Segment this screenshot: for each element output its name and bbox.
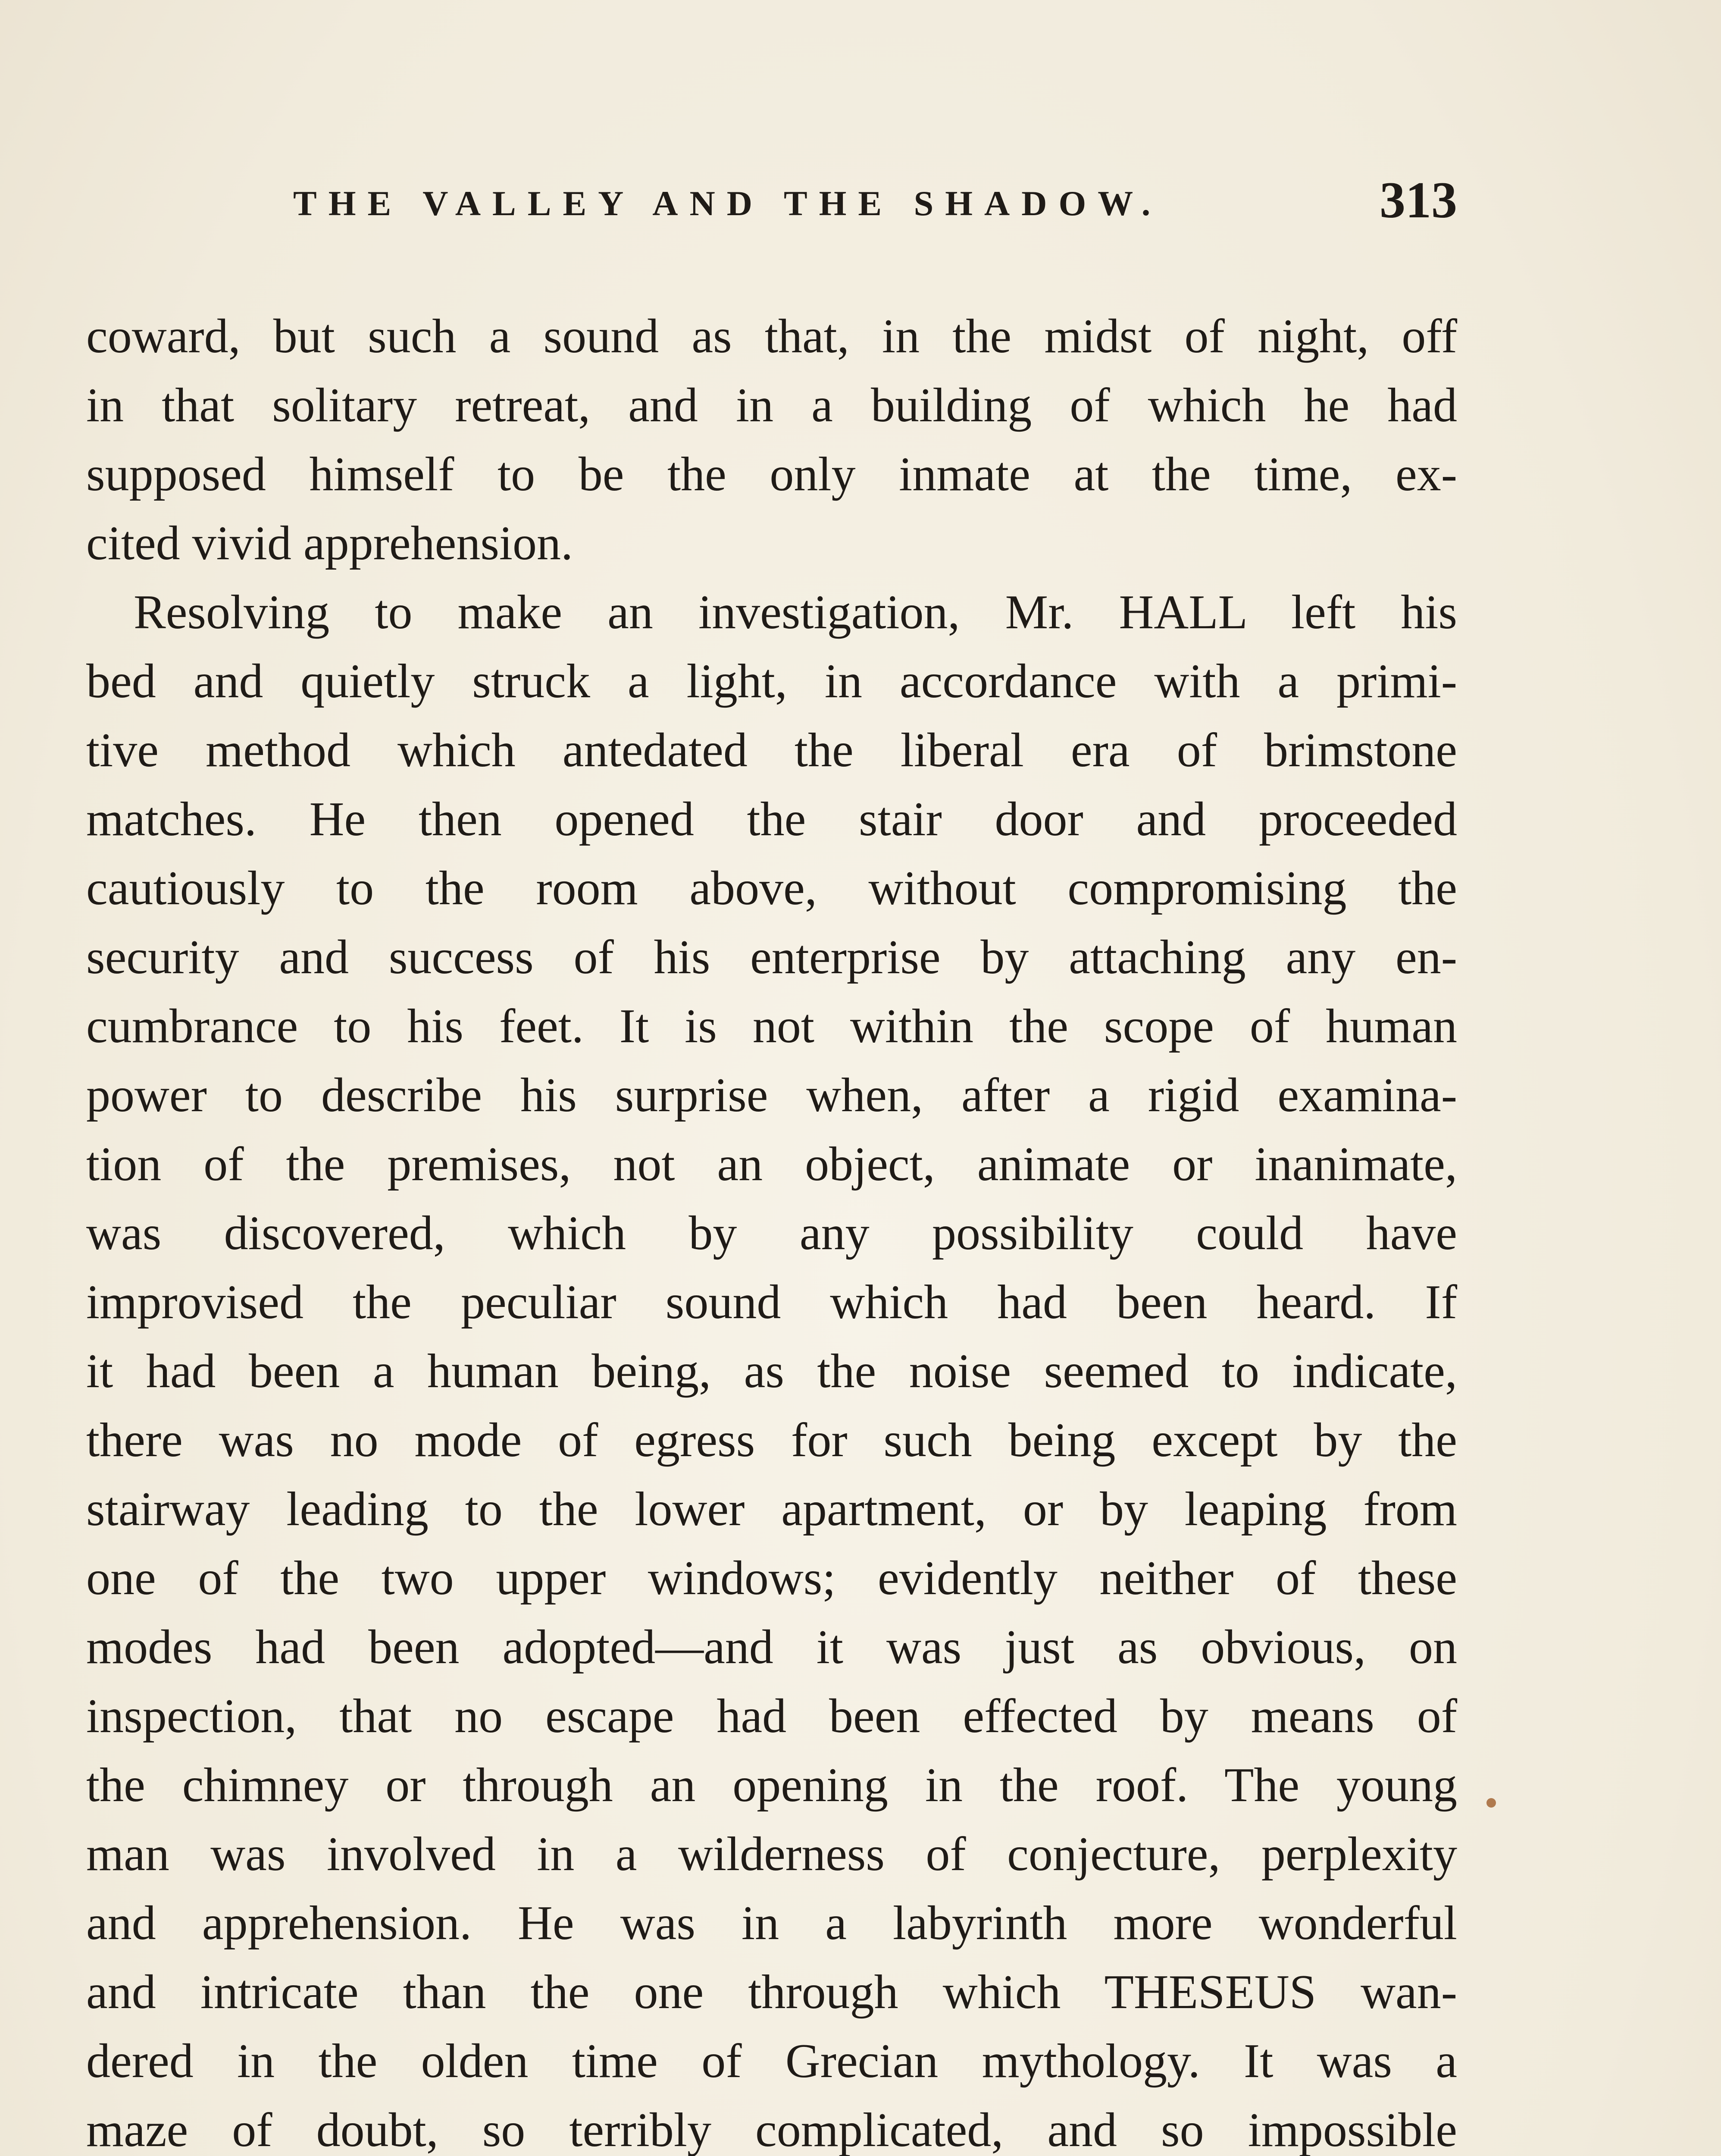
text-line: in that solitary retreat, and in a building of which he had <box>86 379 1457 432</box>
text-line: cumbrance to his feet. It is not within the scope of human <box>86 1000 1457 1053</box>
text-line: power to describe his surprise when, after a rigid examina- <box>86 1069 1457 1122</box>
running-title: THE VALLEY AND THE SHADOW. <box>293 184 1162 223</box>
text-line: man was involved in a wilderness of conjecture, perplexity <box>86 1827 1457 1881</box>
text-line: and apprehension. He was in a labyrinth more wonderful <box>86 1896 1457 1950</box>
text-line: tive method which antedated the liberal era of brimstone <box>86 724 1457 777</box>
text-line: there was no mode of egress for such being except by the <box>86 1413 1457 1467</box>
text-line: Resolving to make an investigation, Mr. HALL left his <box>134 586 1457 639</box>
text-line: modes had been adopted—and it was just as obvious, on <box>86 1620 1457 1674</box>
text-line: the chimney or through an opening in the roof. The young <box>86 1758 1457 1812</box>
text-line: cautiously to the room above, without compromising the <box>86 862 1457 915</box>
text-line: bed and quietly struck a light, in accordance with a primi- <box>86 655 1457 708</box>
text-line: supposed himself to be the only inmate at the time, ex- <box>86 448 1457 501</box>
page-number: 313 <box>1380 171 1457 229</box>
text-line: was discovered, which by any possibility could have <box>86 1206 1457 1260</box>
text-line: inspection, that no escape had been effected by means of <box>86 1689 1457 1743</box>
text-line: coward, but such a sound as that, in the midst of night, off <box>86 310 1457 363</box>
ink-speck <box>1486 1798 1496 1808</box>
text-line: it had been a human being, as the noise seemed to indicate, <box>86 1344 1457 1398</box>
text-line: cited vivid apprehension. <box>86 517 573 570</box>
text-line: matches. He then opened the stair door and proceeded <box>86 793 1457 846</box>
text-line: stairway leading to the lower apartment, or by leaping from <box>86 1482 1457 1536</box>
text-line: tion of the premises, not an object, animate or inanimate, <box>86 1138 1457 1191</box>
body-text <box>86 302 1457 2156</box>
text-line: improvised the peculiar sound which had been heard. If <box>86 1275 1457 1329</box>
text-line: and intricate than the one through which THESEUS wan- <box>86 1965 1457 2019</box>
running-head <box>86 170 1457 231</box>
text-line: maze of doubt, so terribly complicated, and so impossible <box>86 2103 1457 2156</box>
text-line: security and success of his enterprise by attaching any en- <box>86 931 1457 984</box>
text-line: dered in the olden time of Grecian mythology. It was a <box>86 2034 1457 2088</box>
text-line: one of the two upper windows; evidently neither of these <box>86 1551 1457 1605</box>
